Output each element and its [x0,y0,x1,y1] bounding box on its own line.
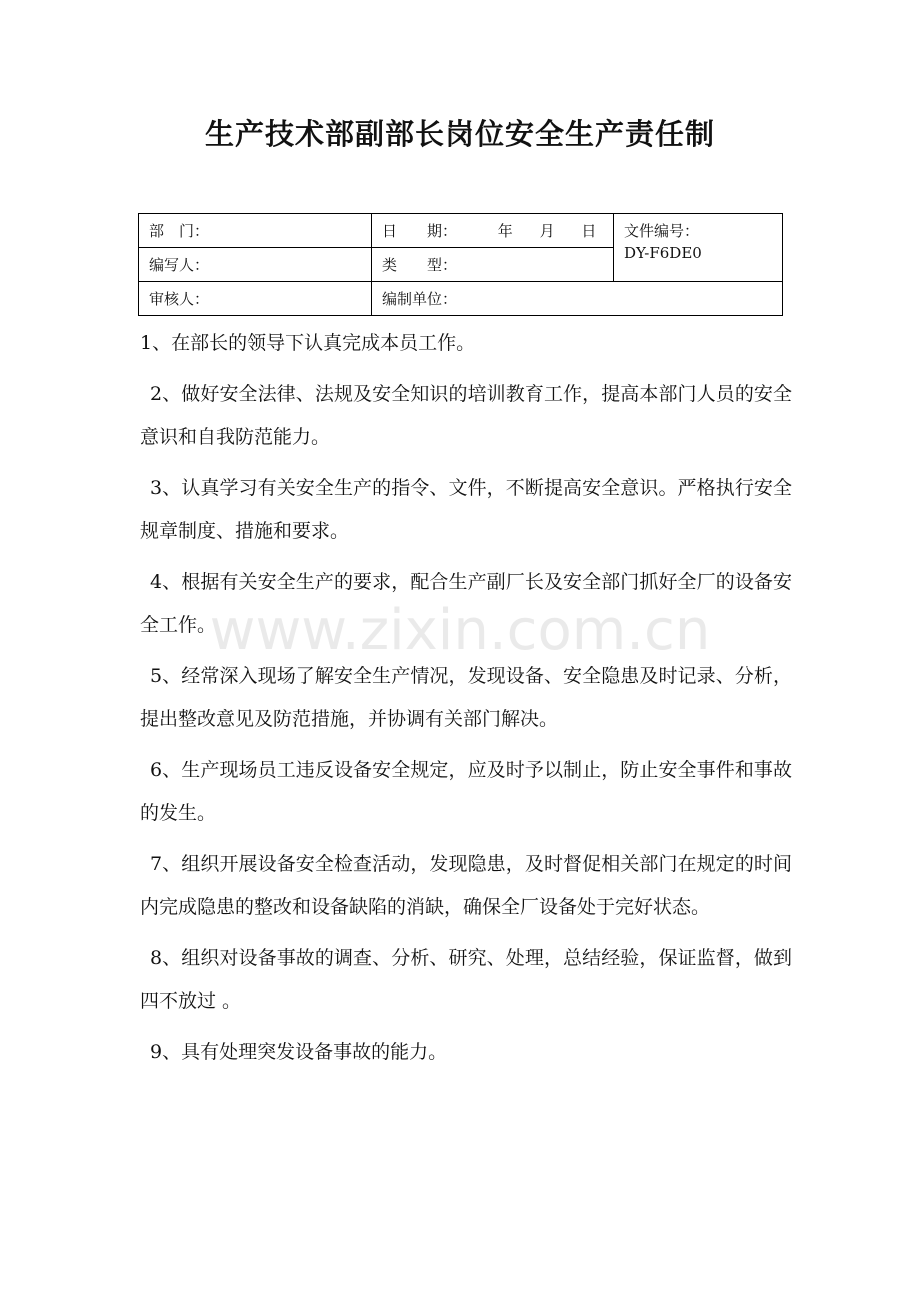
page-title: 生产技术部副部长岗位安全生产责任制 [204,117,715,151]
watermark: www.zixin.com.cn [209,598,711,663]
reviewer-cell [139,282,372,316]
list-item: 3、认真学习有关安全生产的指令、文件，不断提高安全意识。严格执行安全规章制度、措施和要求。 [140,477,792,542]
date-label: 日 期： [382,222,458,240]
list-item: 8、组织对设备事故的调查、分析、研究、处理，总结经验，保证监督，做到 四不放过 。 [140,947,792,1012]
author-label: 编写人： [149,256,210,274]
type-cell [372,248,614,282]
list-item: 9、具有处理突发设备事故的能力。 [150,1041,448,1063]
department-cell [139,214,372,248]
list-item: 2、做好安全法律、法规及安全知识的培训教育工作，提高本部门人员的安全意识和自我防范能力。 [140,383,792,448]
file-number-value: DY-F6DE0 [624,244,702,262]
department-label: 部 门： [149,222,210,240]
unit-cell [372,282,783,316]
date-cell [372,214,614,248]
reviewer-label: 审核人： [149,290,210,308]
list-item: 7、组织开展设备安全检查活动，发现隐患，及时督促相关部门在规定的时间内完成隐患的整改和设备缺陷的消缺，确保全厂设备处于完好状态。 [140,853,792,918]
document-info-table [138,213,783,316]
list-item: 5、经常深入现场了解安全生产情况，发现设备、安全隐患及时记录、分析，提出整改意见及防范措施，并协调有关部门解决。 [140,665,792,730]
list-item: 6、生产现场员工违反设备安全规定，应及时予以制止，防止安全事件和事故的发生。 [140,759,792,824]
author-cell [139,248,372,282]
date-day: 日 [581,222,597,240]
file-number-label: 文件编号： [624,222,700,240]
list-item: 1、在部长的领导下认真完成本员工作。 [140,332,476,354]
file-number-cell [614,214,783,282]
responsibility-list [140,322,792,1082]
list-item: 4、根据有关安全生产的要求，配合生产副厂长及安全部门抓好全厂的设备安全工作。 [140,571,792,636]
type-label: 类 型： [382,256,458,274]
date-month: 月 [539,222,555,240]
date-year: 年 [497,222,513,240]
unit-label: 编制单位： [382,290,458,308]
